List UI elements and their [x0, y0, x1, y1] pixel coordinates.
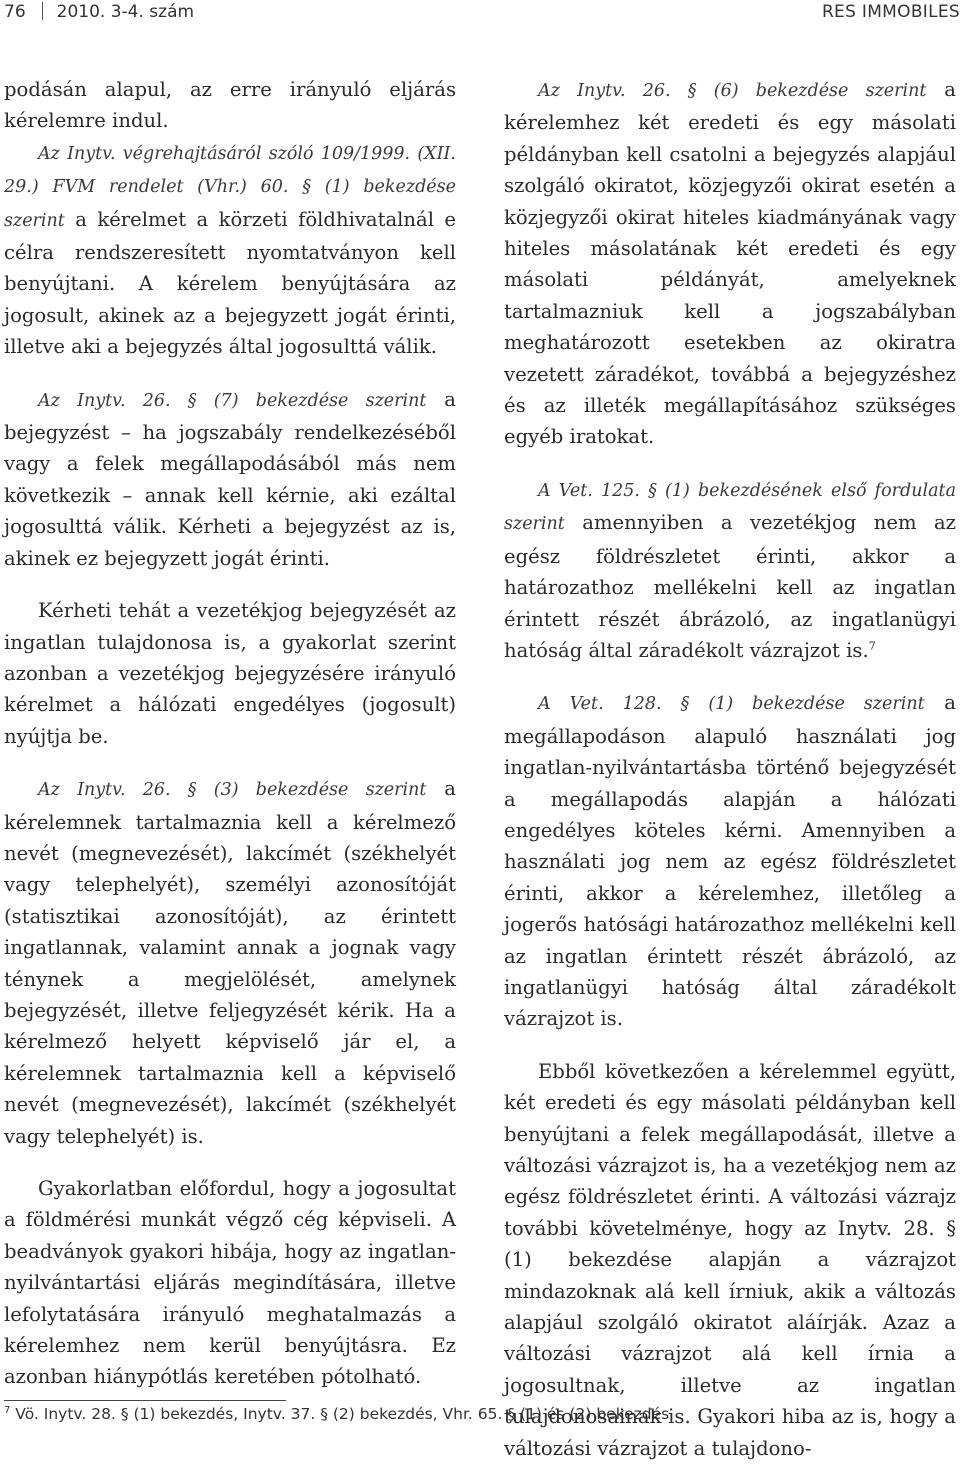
legal-reference: Az Inytv. 26. § (3) bekezdése szerint: [38, 780, 427, 801]
paragraph: [4, 384, 456, 574]
paragraph: [504, 687, 956, 1034]
paragraph: [4, 773, 456, 1152]
paragraph: [504, 474, 956, 666]
paragraph-text: podásán alapul, az erre irányuló eljárás kérelemre indul.: [4, 78, 456, 133]
legal-reference: Az Inytv. 26. § (7) bekezdése szerint: [38, 390, 427, 411]
legal-reference: A Vet. 125. § (1) bekezdésének első fordulata szerint: [504, 480, 956, 535]
header-left: [4, 2, 194, 22]
paragraph-text: Kérheti tehát a vezetékjog bejegyzését az ingatlan tulajdonosa is, a gyakorlat szerint azonban a vezetékjog bejegyzésére irányuló kérelmet a hálózati engedélyes (jogosult) nyújtja be.: [4, 599, 456, 748]
footnote-number: 7: [4, 1404, 11, 1416]
legal-reference: Az Inytv. 26. § (6) bekezdése szerint: [538, 81, 927, 101]
paragraph-text: a bejegyzést – ha jogszabály rendelkezéséből vagy a felek megállapodásából más nem következik – annak kell kérnie, aki ezáltal jogosulttá válik. Kérheti a bejegyzést az is, akinek ez bejegyzett jogát érinti.: [4, 387, 456, 570]
header-separator: [42, 2, 43, 20]
paragraph: [504, 74, 956, 453]
running-header: [0, 0, 960, 28]
paragraph: [4, 137, 456, 363]
paragraph-text: amennyiben a vezetékjog nem az egész földrészletet érinti, akkor a határozathoz mellékelni kell az ingatlan érintett részét ábrázoló, az ingatlanügyi hatóság által záradékolt vázrajzot is.: [504, 511, 956, 662]
footnote-text: Vö. Inytv. 28. § (1) bekezdés, Inytv. 37. § (2) bekezdés, Vhr. 65. § (1) és (2) bekezdés: [10, 1405, 670, 1423]
paragraph: [504, 1056, 956, 1464]
paragraph: [4, 1173, 456, 1393]
right-column: [504, 74, 956, 1464]
paragraph-text: a megállapodáson alapuló használati jog ingatlan-nyilvántartásba történő bejegyzését a megállapodás alapján a hálózati engedélyes köteles kérni. Amennyiben a használati jog nem az egész földrészletet érinti, akkor a kérelemhez, illetőleg a jogerős hatósági határozathoz mellékelni kell az ingatlan érintett részét ábrázoló, az ingatlanügyi hatóság által záradékolt vázrajzot is.: [504, 691, 956, 1031]
issue-label: 2010. 3-4. szám: [56, 2, 195, 22]
footnote: [4, 1404, 954, 1424]
page-number: 76: [4, 2, 26, 22]
paragraph-text: a kérelmet a körzeti földhivatalnál e célra rendszeresített nyomtatványon kell benyújtani. A kérelem benyújtására az jogosult, akinek az a bejegyzett jogát érinti, illetve aki a bejegyzés által jogosulttá válik.: [4, 207, 456, 359]
paragraph-text: Ebből következően a kérelemmel együtt, két eredeti és egy másolati példányban kell benyújtani a felek megállapodását, illetve a változási vázrajzot is, ha a vezetékjog nem az egész földrészletet érinti. A változási vázrajz további követelménye, hogy az Inytv. 28. § (1) bekezdése alapján a vázrajzot mindazoknak alá kell írniuk, akik a változás alapjául szolgáló okiratot aláírják. Azaz a változási vázrajzot alá kell írnia a jogosultnak, illetve az ingatlan tulajdonosainak is. Gyakori hiba az is, hogy a változási vázrajzot a tulajdono-: [504, 1059, 956, 1460]
legal-reference: Az Inytv. végrehajtásáról szóló 109/1999. (XII. 29.) FVM rendelet (Vhr.) 60. § (1) bekezdése szerint: [4, 143, 456, 231]
paragraph-text: a kérelemhez két eredeti és egy másolati példányban kell csatolni a bejegyzés alapjául szolgáló okiratot, közjegyzői okirat esetén a közjegyzői okirat hiteles kiadmányának vagy hiteles másolatának két eredeti és egy másolati példányát, amelyeknek tartalmazniuk kell a jogszabályban meghatározott esetekben az okiratra vezetett záradékot, továbbá a bejegyzéshez és az illeték megállapításához szükséges egyéb iratokat.: [504, 78, 956, 449]
left-column: [4, 74, 456, 1393]
journal-title: RES IMMOBILES: [821, 2, 960, 22]
footnote-divider: [4, 1400, 286, 1401]
paragraph: [4, 595, 456, 752]
footnote-mark: 7: [868, 639, 876, 653]
legal-reference: A Vet. 128. § (1) bekezdése szerint: [538, 694, 925, 715]
paragraph: [4, 74, 456, 137]
paragraph-text: a kérelemnek tartalmaznia kell a kérelmező nevét (megnevezését), lakcímét (székhelyét vagy telephelyét), személyi azonosítóját (statisztikai azonosítóját), az érintett ingatlannak, valamint annak a jognak vagy ténynek a megjelölését, amelynek bejegyzését, illetve feljegyzését kérik. Ha a kérelmező helyett képviselő jár el, a kérelemnek tartalmaznia kell a képviselő nevét (megnevezését), lakcímét (székhelyét vagy telephelyét) is.: [4, 777, 456, 1148]
paragraph-text: Gyakorlatban előfordul, hogy a jogosultat a földmérési munkát végző cég képviseli. A beadványok gyakori hibája, hogy az ingatlan-nyilvántartási eljárás megindítására, illetve lefolytatására irányuló meghatalmazás a kérelemhez nem kerül benyújtásra. Ez azonban hiánypótlás keretében pótolható.: [4, 1177, 456, 1389]
